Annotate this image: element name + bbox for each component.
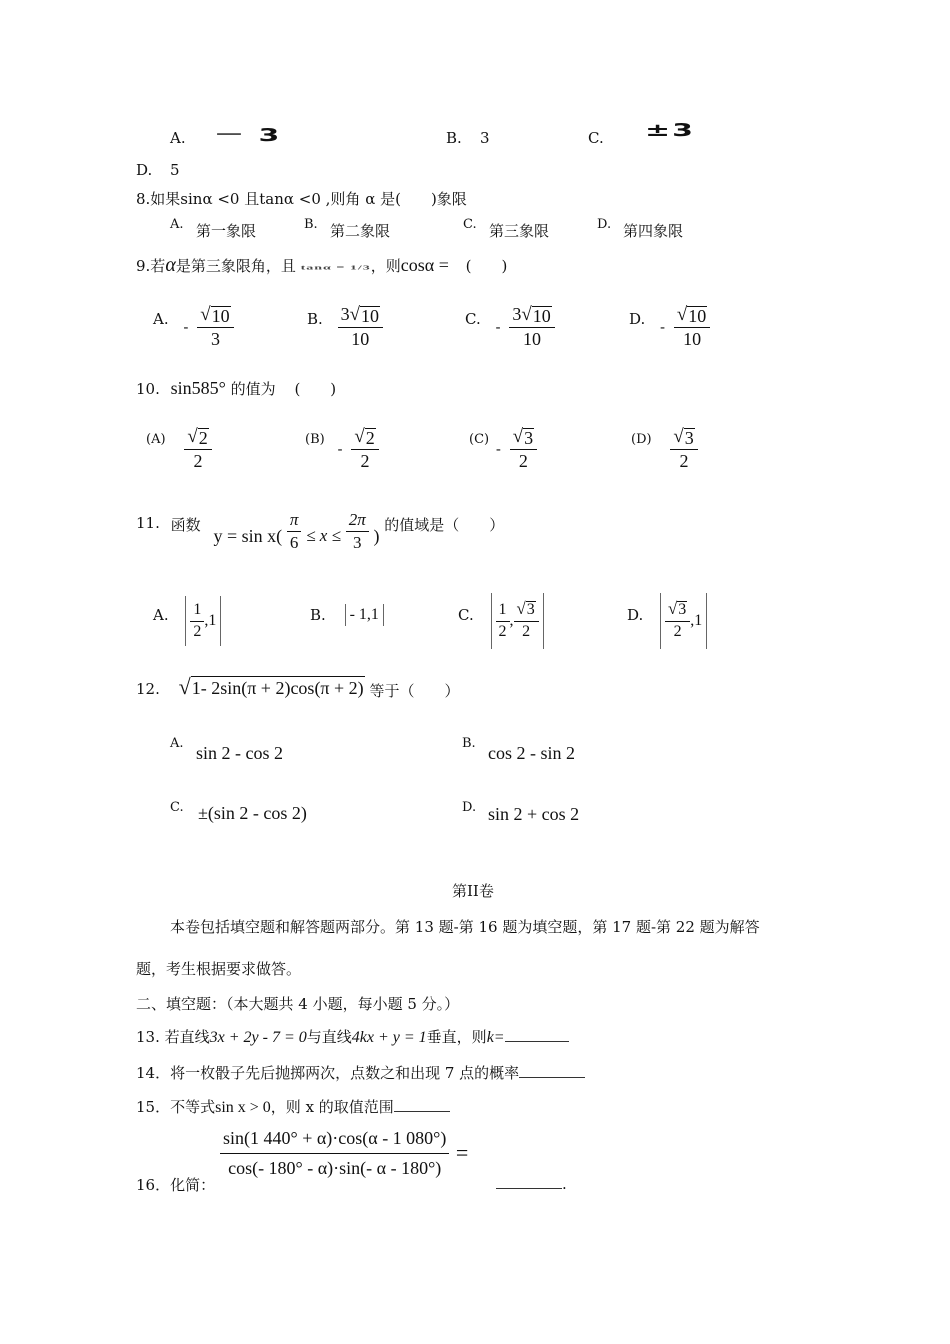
q8-option-a-text: 第一象限 [196, 222, 257, 240]
q11-text-range: 的值域是（ ） [384, 516, 505, 534]
q9-option-a-fraction: √ 10 3 [197, 304, 233, 350]
part2-intro-line1: 本卷包括填空题和解答题两部分。第 13 题-第 16 题为填空题，第 17 题-第 22 题为解答 [170, 918, 760, 936]
q11-option-c-den2: 2 [522, 622, 531, 640]
q10-option-a-radicand: 2 [198, 428, 208, 448]
q12-option-d-text: sin 2 + cos 2 [488, 804, 580, 824]
q12-option-c-text: ±(sin 2 - cos 2) [198, 803, 307, 823]
q10-answer-blank: ( ) [294, 380, 337, 398]
q15-answer-blank[interactable] [394, 1097, 450, 1112]
q9-option-d-fraction: √ 10 10 [674, 304, 710, 350]
q9-option-a-label: A. [153, 310, 169, 328]
q10-option-a [146, 426, 212, 472]
q11-option-d-tail: ,1 [690, 612, 703, 629]
q7-option-b-label: B. [446, 129, 462, 147]
q10-option-b-label: (B) [305, 432, 325, 447]
q7-option-b-value: 3 [480, 129, 490, 147]
q9-option-b-denominator: 10 [351, 328, 370, 349]
q16-equals: = [455, 1140, 469, 1166]
q9-option-c-coef: 3 [512, 304, 522, 324]
q9-option-c-label: C. [465, 310, 481, 328]
q11-option-c-num1: 1 [496, 601, 510, 621]
q10-option-c-fraction: √ 3 2 [510, 426, 537, 472]
q13-answer-blank[interactable] [505, 1027, 569, 1042]
part2-intro-line2: 题，考生根据要求做答。 [136, 960, 302, 978]
q7-option-c-value: ±3 [645, 120, 696, 141]
q16-tail: . [562, 1175, 567, 1193]
q7-option-d-value: 5 [170, 161, 180, 179]
q10-option-d-label: (D) [631, 432, 652, 447]
q11-option-d-den: 2 [673, 622, 682, 640]
q9-option-a-radicand: 10 [211, 306, 230, 326]
q11-stem [136, 510, 504, 552]
q9-option-c-sign: - [495, 318, 501, 336]
q9-stem [136, 254, 507, 277]
q11-option-a-num: 1 [190, 601, 204, 621]
q12-option-a-label: A. [170, 736, 184, 751]
q14-stem [136, 1062, 585, 1083]
q12-radical: √ 1- 2sin(π + 2)cos(π + 2) [178, 674, 364, 699]
q10-option-c-radicand: 3 [524, 428, 534, 448]
q9-option-a-sign: - [183, 318, 189, 336]
q16-answer-blank[interactable] [496, 1174, 562, 1189]
q16-answer-area [496, 1174, 567, 1193]
q7-option-c-label: C. [588, 129, 604, 147]
q9-answer-blank: ( ) [465, 257, 508, 275]
q9-option-b-coef: 3 [340, 304, 350, 324]
q10-stem [136, 378, 336, 399]
q8-option-b-label: B. [304, 217, 318, 232]
q10-option-c-sign: - [495, 440, 501, 458]
q10-option-b-radicand: 2 [365, 428, 375, 448]
q11-option-d [627, 593, 707, 649]
q9-stem-pre: 9.若 [136, 257, 166, 275]
q10-number: 10. [136, 380, 160, 398]
q11-y-expression: y = sin x( [213, 526, 283, 546]
q11-option-c-interval: $\frac{1}{2}$ , √ 3 2 [491, 593, 544, 649]
q9-stem-mid: 是第三象限角，且 [175, 257, 296, 275]
q9-alpha: α [165, 254, 176, 276]
q9-option-c-denominator: 10 [523, 328, 542, 349]
q11-option-a-label: A. [153, 606, 169, 624]
q10-text: 的值为 [230, 380, 276, 398]
q11-f1-num: π [287, 510, 302, 532]
q12-option-c-label: C. [170, 800, 184, 815]
q12-option-a-text: sin 2 - cos 2 [196, 743, 283, 763]
q8-option-b-text: 第二象限 [330, 222, 391, 240]
q9-option-b [307, 304, 383, 350]
q13-k: k= [486, 1029, 505, 1046]
q9-cos-expression: cosα = [400, 255, 449, 275]
q10-option-d-fraction: √ 3 2 [670, 426, 697, 472]
q8-option-d-text: 第四象限 [623, 222, 684, 240]
q12-option-b-text: cos 2 - sin 2 [488, 743, 575, 763]
q12-text: 等于（ ） [369, 682, 460, 700]
q11-option-b-label: B. [310, 606, 326, 624]
q11-number: 11. [136, 514, 160, 532]
q9-stem-post: ，则 [370, 257, 401, 275]
q9-option-d-label: D. [629, 310, 646, 328]
q13-post: 垂直，则 [426, 1028, 487, 1046]
q12-number: 12. [136, 680, 160, 698]
q10-option-b [305, 426, 379, 472]
q13-expr2: 4kx + y = 1 [351, 1029, 427, 1046]
q10-option-c-label: (C) [469, 432, 490, 447]
q8-option-a-label: A. [170, 217, 184, 232]
q9-option-d-denominator: 10 [683, 328, 702, 349]
q11-option-a-interval [185, 596, 221, 646]
q11-option-a-den: 2 [193, 622, 202, 640]
q14-text: 14．将一枚骰子先后抛掷两次，点数之和出现 7 点的概率 [136, 1064, 520, 1082]
q9-option-d [629, 304, 710, 350]
q11-option-b [310, 596, 384, 626]
q8-option-d-label: D. [597, 217, 612, 232]
q11-f2-num: 2π [346, 510, 369, 532]
q15-stem [136, 1096, 450, 1117]
q10-option-a-label: (A) [146, 432, 166, 447]
q11-fraction-pi-6 [287, 510, 302, 552]
q11-fraction-2pi-3 [346, 510, 369, 552]
q14-answer-blank[interactable] [519, 1063, 585, 1078]
q10-option-d-radicand: 3 [684, 428, 694, 448]
q11-option-c [458, 593, 544, 649]
q11-close-paren: ) [373, 526, 380, 546]
q10-option-b-denominator: 2 [360, 450, 370, 471]
q9-tan-expression: tanα = 1/3 [300, 264, 371, 272]
q11-inequality: ≤ x ≤ [306, 526, 341, 545]
q9-option-b-radicand: 10 [360, 306, 379, 326]
q11-option-d-interval: √ 3 2 ,1 [660, 593, 707, 649]
q12-radicand: 1- 2sin(π + 2)cos(π + 2) [191, 678, 364, 698]
q11-option-c-den1: 2 [498, 622, 507, 640]
q16-fraction [220, 1128, 468, 1178]
part2-title: 第II卷 [452, 882, 494, 900]
q11-option-a [153, 596, 221, 646]
q12-option-b-label: B. [462, 736, 476, 751]
q7-option-d-label: D. [136, 161, 153, 179]
q10-option-c [469, 426, 537, 472]
q9-option-b-label: B. [307, 310, 323, 328]
q16-label: 16．化简： [136, 1176, 216, 1194]
q10-option-b-fraction: √ 2 2 [351, 426, 378, 472]
q10-option-c-denominator: 2 [518, 450, 528, 471]
q15-post: ，则 x 的取值范围 [270, 1098, 394, 1116]
q11-option-c-label: C. [458, 606, 474, 624]
q9-option-a-denominator: 3 [210, 328, 220, 349]
fill-in-section-heading: 二、填空题：（本大题共 4 小题，每小题 5 分。） [136, 995, 460, 1013]
q7-option-a-value: － 3 [214, 124, 282, 146]
q11-f1-den: 6 [289, 532, 299, 552]
q15-expr: sin x > 0 [215, 1099, 271, 1116]
q8-option-c-label: C. [463, 217, 477, 232]
q11-option-d-label: D. [627, 606, 644, 624]
q7-option-a-label: A. [170, 129, 186, 147]
q10-option-d [631, 426, 698, 472]
q16-numerator: sin(1 440° + α)·cos(α - 1 080°) [220, 1128, 449, 1154]
q8-stem: 8.如果sinα <0 且tanα <0 ,则角 α 是( )象限 [136, 190, 467, 208]
q10-expression: sin585° [170, 378, 226, 398]
q9-option-a [153, 304, 234, 350]
q15-pre: 15．不等式 [136, 1098, 216, 1116]
q13-pre: 13. 若直线 [136, 1028, 210, 1046]
q10-option-a-fraction: √ 2 2 [184, 426, 211, 472]
q13-mid: 与直线 [306, 1028, 352, 1046]
q9-option-d-radicand: 10 [688, 306, 707, 326]
q9-option-c-fraction: 3 √ 10 10 [509, 304, 554, 350]
q12-option-d-label: D. [462, 800, 477, 815]
q11-text-function: 函数 [170, 516, 201, 534]
q10-option-d-denominator: 2 [679, 450, 689, 471]
q9-option-c [465, 304, 555, 350]
q10-option-a-denominator: 2 [193, 450, 203, 471]
q11-option-a-tail: ,1 [204, 612, 217, 629]
q11-option-d-radicand: 3 [678, 601, 687, 619]
q13-stem [136, 1026, 569, 1047]
q10-option-b-sign: - [337, 440, 343, 458]
q11-option-b-interval: - 1,1 [345, 604, 384, 626]
q9-option-d-sign: - [660, 318, 666, 336]
q13-expr1: 3x + 2y - 7 = 0 [209, 1029, 307, 1046]
q9-option-c-radicand: 10 [532, 306, 551, 326]
q11-f2-den: 3 [352, 532, 362, 552]
q12-stem [136, 676, 459, 701]
q8-option-c-text: 第三象限 [489, 222, 550, 240]
q16-denominator: cos(- 180° - α)·sin(- α - 180°) [228, 1157, 442, 1178]
q11-option-c-radicand: 3 [526, 601, 535, 619]
q9-option-b-fraction: 3 √ 10 10 [338, 304, 383, 350]
